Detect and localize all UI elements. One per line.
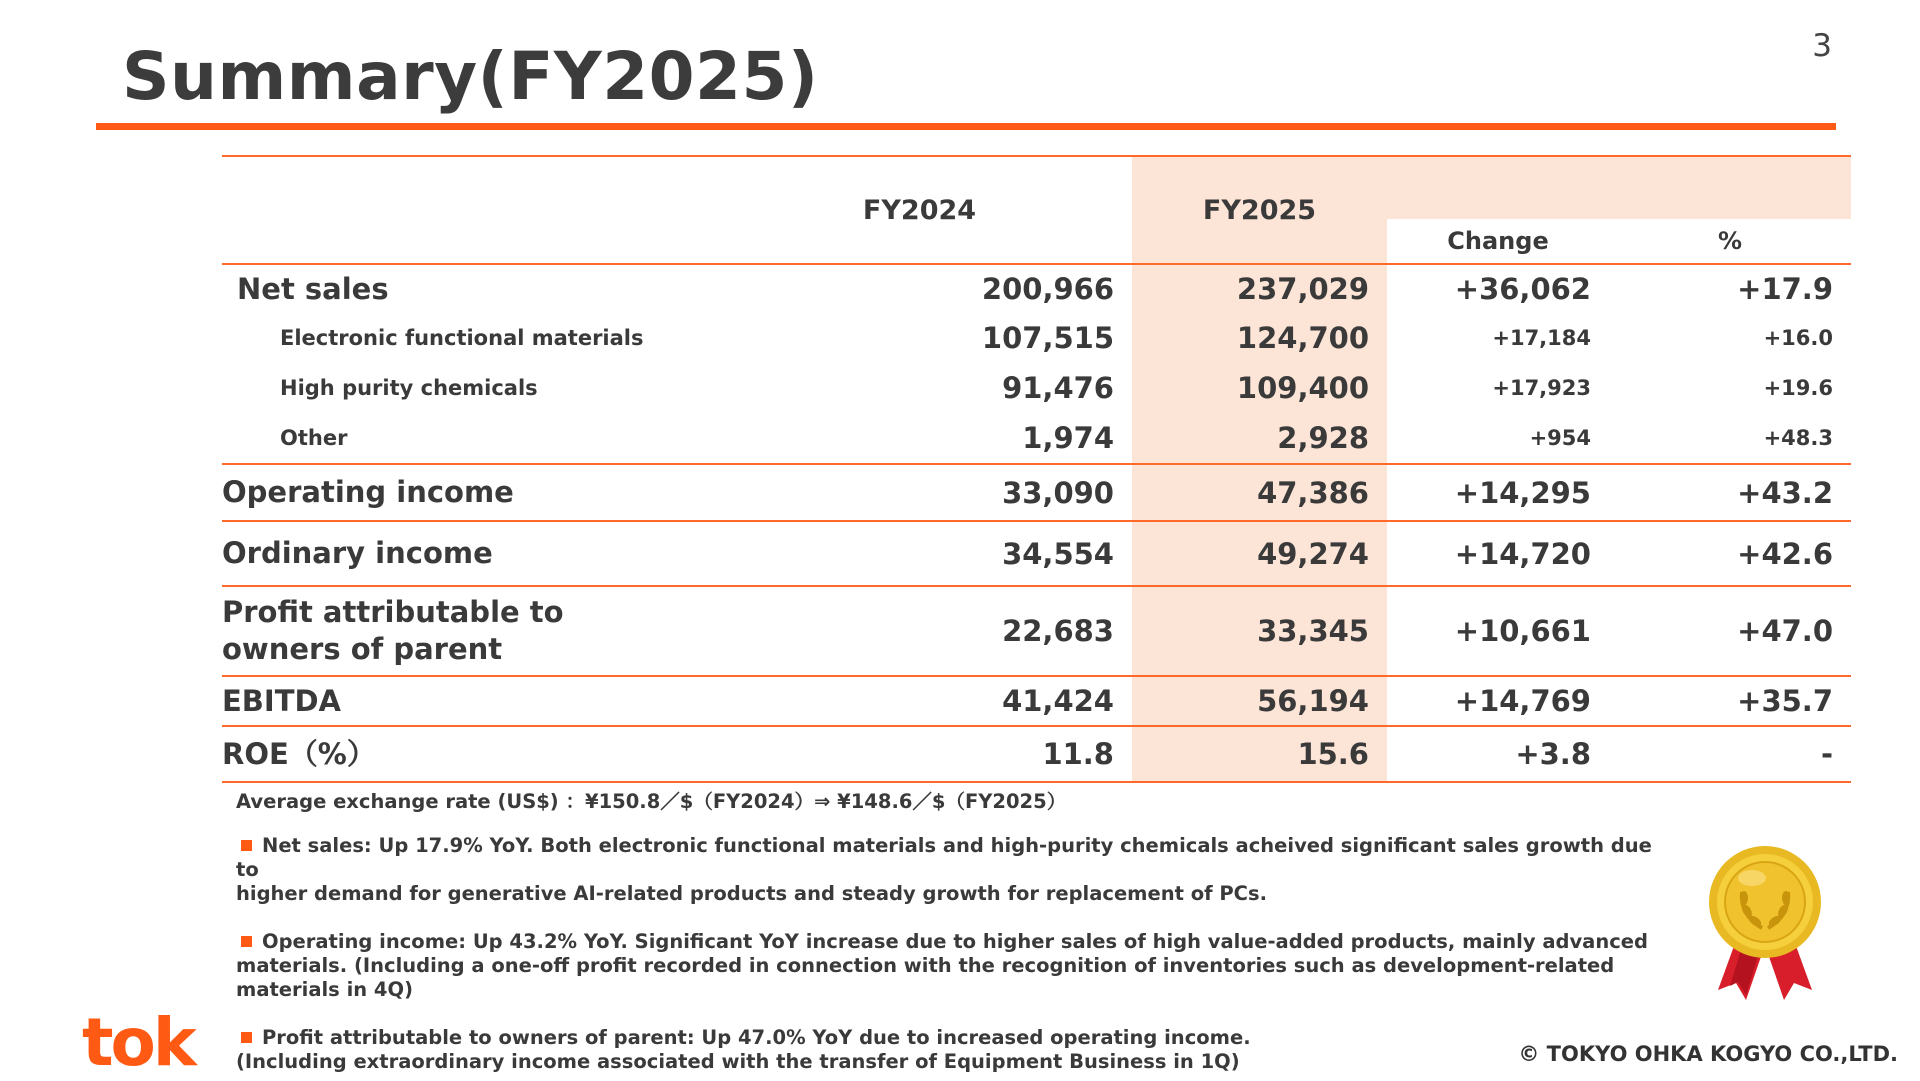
row-label: Operating income [222, 464, 707, 521]
operating-income-note [236, 930, 1666, 1002]
profit-note [236, 1026, 1666, 1074]
title-divider [96, 123, 1836, 130]
percent-value: - [1609, 726, 1851, 782]
header-fy2024: FY2024 [707, 156, 1132, 264]
bullet-square-icon [241, 936, 252, 947]
fy2025-value: 2,928 [1132, 413, 1387, 464]
fy2024-value: 22,683 [707, 586, 1132, 676]
fy2025-value: 33,345 [1132, 586, 1387, 676]
fy2024-value: 200,966 [981, 272, 1114, 306]
fy2025-value: 237,029 [1132, 264, 1387, 313]
fy2024-value: 107,515 [981, 321, 1114, 355]
header-percent: % [1609, 219, 1851, 264]
row-label: Net sales [237, 272, 389, 306]
percent-value: +35.7 [1609, 676, 1851, 726]
percent-value: +19.6 [1763, 376, 1833, 400]
fy2025-value: 56,194 [1132, 676, 1387, 726]
row-label-line2: owners of parent [222, 632, 503, 666]
row-label: Ordinary income [222, 521, 707, 586]
change-value: +17,184 [1492, 326, 1591, 350]
summary-table [222, 155, 1851, 783]
fy2024-value: 11.8 [707, 726, 1132, 782]
net-sales-note [236, 834, 1666, 906]
percent-value: +42.6 [1609, 521, 1851, 586]
row-label-line1: Profit attributable to [222, 595, 564, 629]
percent-value: +47.0 [1609, 586, 1851, 676]
operating-income-note-line2: materials. (Including a one-off profit recorded in connection with the recognition of inventories such as development-related [236, 954, 1615, 977]
header-row [222, 156, 1851, 219]
header-change-group [1387, 156, 1851, 219]
company-logo: tok [82, 1004, 194, 1081]
fy2024-value: 33,090 [707, 464, 1132, 521]
operating-income-note-line1: Operating income: Up 43.2% YoY. Significant YoY increase due to higher sales of high value-added products, mainly advanced [262, 930, 1648, 953]
change-value: +14,720 [1387, 521, 1609, 586]
percent-value: +48.3 [1763, 426, 1833, 450]
net-sales-note-line1: Net sales: Up 17.9% YoY. Both electronic functional materials and high-purity chemicals acheived significant sales growth due to [236, 834, 1652, 881]
fy2024-value: 91,476 [1002, 371, 1114, 405]
change-value: +14,295 [1387, 464, 1609, 521]
fy2024-value: 1,974 [1022, 421, 1114, 455]
change-value: +3.8 [1387, 726, 1609, 782]
table-row-operating-income [222, 464, 1851, 521]
change-value: +954 [1529, 426, 1591, 450]
row-label: EBITDA [222, 676, 707, 726]
fy2025-value: 49,274 [1132, 521, 1387, 586]
table-row-efm [222, 313, 1851, 363]
table-row-profit [222, 586, 1851, 676]
exchange-rate-note: Average exchange rate (US$) ：¥150.8／$（FY2024）⇒ ¥148.6／$（FY2025） [236, 790, 1067, 813]
fy2024-value: 41,424 [707, 676, 1132, 726]
copyright-text: © TOKYO OHKA KOGYO CO.,LTD. [1518, 1042, 1898, 1066]
profit-note-line2: (Including extraordinary income associated with the transfer of Equipment Business in 1Q) [236, 1050, 1240, 1073]
bullet-square-icon [241, 1032, 252, 1043]
table-row-hpc [222, 363, 1851, 413]
change-value: +36,062 [1454, 272, 1591, 306]
fy2025-value: 15.6 [1132, 726, 1387, 782]
header-fy2025: FY2025 [1132, 156, 1387, 264]
table-row-ordinary-income [222, 521, 1851, 586]
row-label: Other [280, 426, 348, 450]
gold-medal-icon [1700, 840, 1830, 1005]
change-value: +14,769 [1387, 676, 1609, 726]
net-sales-note-line2: higher demand for generative AI-related products and steady growth for replacement of PCs. [236, 882, 1267, 905]
change-value: +10,661 [1387, 586, 1609, 676]
row-label [222, 586, 707, 676]
page-title: Summary(FY2025) [122, 38, 819, 115]
operating-income-note-line3: materials in 4Q) [236, 978, 413, 1001]
fy2025-value: 109,400 [1132, 363, 1387, 413]
profit-note-line1: Profit attributable to owners of parent: Up 47.0% YoY due to increased operating income. [262, 1026, 1251, 1049]
bullet-square-icon [241, 840, 252, 851]
percent-value: +43.2 [1609, 464, 1851, 521]
row-label: ROE（%） [222, 726, 707, 782]
percent-value: +16.0 [1763, 326, 1833, 350]
row-label: Electronic functional materials [280, 326, 644, 350]
header-change: Change [1387, 219, 1609, 264]
percent-value: +17.9 [1737, 272, 1833, 306]
fy2025-value: 124,700 [1132, 313, 1387, 363]
table-row-net-sales [222, 264, 1851, 313]
table-row-other [222, 413, 1851, 464]
fy2025-value: 47,386 [1132, 464, 1387, 521]
change-value: +17,923 [1492, 376, 1591, 400]
header-empty-cell [222, 156, 707, 264]
table-row-ebitda [222, 676, 1851, 726]
page-number: 3 [1812, 28, 1832, 64]
row-label: High purity chemicals [280, 376, 538, 400]
fy2024-value: 34,554 [707, 521, 1132, 586]
notes-section [236, 790, 1666, 1074]
table-row-roe [222, 726, 1851, 782]
